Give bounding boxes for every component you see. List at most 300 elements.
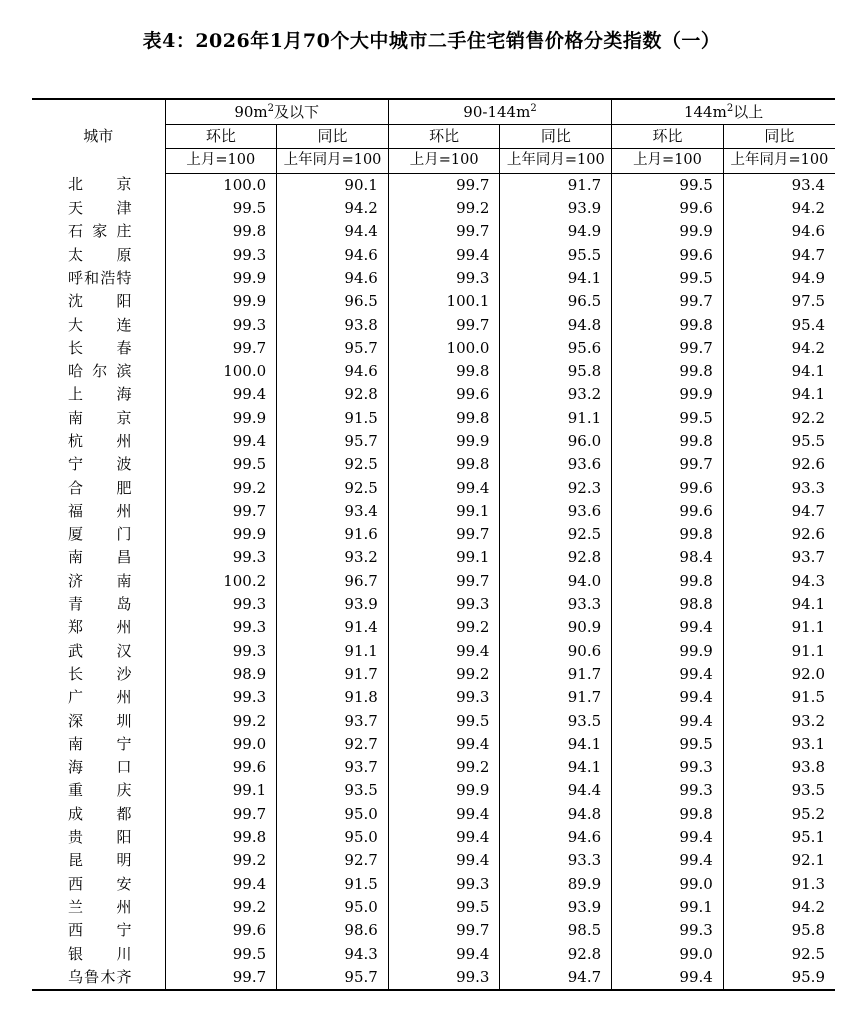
yoy-header: 同比: [277, 125, 389, 149]
index-value: 93.2: [723, 709, 835, 732]
mom-header: 环比: [388, 125, 500, 149]
index-value: 99.7: [612, 453, 724, 476]
index-value: 91.7: [500, 173, 612, 197]
index-value: 94.3: [277, 942, 389, 965]
yoy-base-header: 上年同月=100: [277, 149, 389, 173]
index-value: 99.9: [612, 383, 724, 406]
index-value: 99.9: [165, 523, 277, 546]
index-value: 99.9: [612, 220, 724, 243]
index-value: 99.2: [388, 756, 500, 779]
index-value: 100.0: [388, 337, 500, 360]
table-row: [32, 453, 835, 476]
index-value: 90.9: [500, 616, 612, 639]
index-value: 99.2: [165, 896, 277, 919]
index-value: 92.5: [277, 476, 389, 499]
index-value: 99.4: [388, 942, 500, 965]
city-name: 南京: [68, 408, 132, 427]
index-value: 93.3: [500, 593, 612, 616]
index-value: 94.6: [723, 220, 835, 243]
mom-base-header: 上月=100: [388, 149, 500, 173]
index-value: 99.4: [388, 733, 500, 756]
index-value: 92.5: [723, 942, 835, 965]
table-row: [32, 733, 835, 756]
city-name: 广州: [68, 688, 132, 707]
index-value: 92.0: [723, 663, 835, 686]
index-value: 94.1: [500, 756, 612, 779]
index-value: 92.2: [723, 407, 835, 430]
index-value: 98.5: [500, 919, 612, 942]
index-value: 91.1: [277, 640, 389, 663]
index-value: 90.6: [500, 640, 612, 663]
index-value: 99.2: [388, 663, 500, 686]
table-row: [32, 896, 835, 919]
city-name: 石家庄: [68, 222, 132, 241]
index-value: 99.5: [165, 453, 277, 476]
index-value: 99.6: [612, 243, 724, 266]
table-row: [32, 430, 835, 453]
index-value: 91.1: [723, 616, 835, 639]
city-column-header: 城市: [32, 99, 165, 173]
index-value: 99.4: [165, 873, 277, 896]
index-value: 99.4: [388, 803, 500, 826]
index-value: 100.1: [388, 290, 500, 313]
index-value: 100.0: [165, 360, 277, 383]
index-value: 99.3: [165, 593, 277, 616]
table-row: [32, 173, 835, 197]
index-value: 99.1: [165, 779, 277, 802]
table-row: [32, 546, 835, 569]
city-name: 海口: [68, 758, 132, 777]
table-row: [32, 709, 835, 732]
index-value: 99.4: [612, 616, 724, 639]
index-value: 93.3: [500, 849, 612, 872]
index-value: 95.7: [277, 430, 389, 453]
index-value: 92.8: [277, 383, 389, 406]
table-row: [32, 663, 835, 686]
table-row: [32, 220, 835, 243]
index-value: 92.3: [500, 476, 612, 499]
index-value: 95.0: [277, 826, 389, 849]
index-value: 100.2: [165, 570, 277, 593]
index-value: 95.8: [500, 360, 612, 383]
city-name: 大连: [68, 315, 132, 334]
index-value: 94.6: [277, 360, 389, 383]
index-value: 99.6: [388, 383, 500, 406]
city-name: 天津: [68, 199, 132, 218]
index-value: 93.9: [500, 896, 612, 919]
index-value: 99.9: [165, 267, 277, 290]
index-value: 93.7: [277, 709, 389, 732]
index-value: 99.4: [388, 476, 500, 499]
index-value: 99.8: [612, 803, 724, 826]
index-value: 94.6: [277, 243, 389, 266]
index-value: 94.4: [277, 220, 389, 243]
mom-base-header: 上月=100: [165, 149, 277, 173]
index-value: 99.4: [388, 849, 500, 872]
index-value: 94.2: [723, 896, 835, 919]
yoy-base-header: 上年同月=100: [723, 149, 835, 173]
index-value: 93.8: [277, 313, 389, 336]
price-index-table: [32, 98, 835, 991]
index-value: 96.5: [277, 290, 389, 313]
table-row: [32, 476, 835, 499]
index-value: 91.8: [277, 686, 389, 709]
table-row: [32, 267, 835, 290]
index-value: 94.7: [500, 966, 612, 990]
index-value: 91.4: [277, 616, 389, 639]
index-value: 99.1: [612, 896, 724, 919]
table-row: [32, 616, 835, 639]
index-value: 99.3: [612, 919, 724, 942]
index-value: 99.9: [388, 779, 500, 802]
index-value: 99.4: [388, 243, 500, 266]
index-value: 92.6: [723, 523, 835, 546]
city-name: 合肥: [68, 478, 132, 497]
index-value: 93.5: [500, 709, 612, 732]
index-value: 99.3: [388, 873, 500, 896]
table-row: [32, 337, 835, 360]
table-row: [32, 500, 835, 523]
index-value: 99.7: [388, 570, 500, 593]
index-value: 89.9: [500, 873, 612, 896]
city-name: 沈阳: [68, 292, 132, 311]
table-header: [32, 99, 835, 173]
index-value: 93.9: [277, 593, 389, 616]
index-value: 91.5: [277, 873, 389, 896]
index-value: 99.0: [612, 942, 724, 965]
index-value: 93.4: [723, 173, 835, 197]
index-value: 99.4: [388, 640, 500, 663]
index-value: 99.4: [165, 383, 277, 406]
city-name: 厦门: [68, 525, 132, 544]
city-name: 昆明: [68, 851, 132, 870]
index-value: 99.6: [165, 756, 277, 779]
table-row: [32, 826, 835, 849]
index-value: 94.7: [723, 500, 835, 523]
index-value: 99.2: [388, 197, 500, 220]
index-value: 99.3: [165, 313, 277, 336]
index-value: 99.4: [612, 709, 724, 732]
index-value: 91.6: [277, 523, 389, 546]
city-name: 重庆: [68, 781, 132, 800]
index-value: 99.4: [388, 826, 500, 849]
index-value: 99.7: [388, 919, 500, 942]
index-value: 91.1: [723, 640, 835, 663]
index-value: 99.7: [388, 523, 500, 546]
index-value: 99.5: [612, 733, 724, 756]
index-value: 91.7: [277, 663, 389, 686]
city-name: 哈尔滨: [68, 362, 132, 381]
index-value: 100.0: [165, 173, 277, 197]
index-value: 99.5: [165, 197, 277, 220]
index-value: 94.9: [500, 220, 612, 243]
table-row: [32, 593, 835, 616]
index-value: 99.3: [388, 267, 500, 290]
table-row: [32, 360, 835, 383]
city-name: 太原: [68, 245, 132, 264]
index-value: 98.6: [277, 919, 389, 942]
index-value: 94.8: [500, 313, 612, 336]
index-value: 94.1: [723, 593, 835, 616]
index-value: 99.7: [612, 337, 724, 360]
city-name: 济南: [68, 571, 132, 590]
index-value: 95.7: [277, 337, 389, 360]
table-row: [32, 640, 835, 663]
table-row: [32, 966, 835, 990]
city-name: 兰州: [68, 897, 132, 916]
index-value: 99.8: [388, 453, 500, 476]
index-value: 90.1: [277, 173, 389, 197]
index-value: 94.1: [500, 267, 612, 290]
index-value: 99.4: [165, 430, 277, 453]
city-name: 南宁: [68, 734, 132, 753]
index-value: 98.4: [612, 546, 724, 569]
index-value: 99.3: [388, 593, 500, 616]
index-value: 99.8: [388, 360, 500, 383]
index-value: 99.7: [165, 966, 277, 990]
index-value: 95.5: [723, 430, 835, 453]
city-name: 武汉: [68, 641, 132, 660]
index-value: 99.8: [388, 407, 500, 430]
index-value: 99.3: [165, 546, 277, 569]
table-row: [32, 942, 835, 965]
index-value: 99.7: [165, 803, 277, 826]
index-value: 95.7: [277, 966, 389, 990]
index-value: 99.5: [612, 267, 724, 290]
index-value: 99.8: [612, 570, 724, 593]
index-value: 92.5: [277, 453, 389, 476]
index-value: 95.9: [723, 966, 835, 990]
index-value: 95.1: [723, 826, 835, 849]
index-value: 94.6: [500, 826, 612, 849]
index-value: 99.7: [612, 290, 724, 313]
index-value: 97.5: [723, 290, 835, 313]
index-value: 94.1: [723, 360, 835, 383]
index-value: 92.7: [277, 849, 389, 872]
table-row: [32, 313, 835, 336]
index-value: 93.5: [277, 779, 389, 802]
index-value: 95.4: [723, 313, 835, 336]
index-value: 99.4: [612, 966, 724, 990]
yoy-header: 同比: [500, 125, 612, 149]
group-header-medium: $90-144m^2$: [388, 99, 611, 125]
index-value: 95.6: [500, 337, 612, 360]
city-name: 福州: [68, 501, 132, 520]
index-value: 93.4: [277, 500, 389, 523]
table-row: [32, 779, 835, 802]
table-row: [32, 570, 835, 593]
index-value: 99.5: [612, 173, 724, 197]
city-name: 贵阳: [68, 828, 132, 847]
index-value: 99.8: [612, 523, 724, 546]
table-row: [32, 919, 835, 942]
index-value: 99.8: [612, 430, 724, 453]
index-value: 99.5: [388, 709, 500, 732]
index-value: 99.3: [165, 616, 277, 639]
index-value: 93.3: [723, 476, 835, 499]
city-name: 呼和浩特: [68, 268, 132, 287]
index-value: 99.3: [388, 686, 500, 709]
index-value: 91.1: [500, 407, 612, 430]
index-value: 91.7: [500, 686, 612, 709]
city-name: 长春: [68, 338, 132, 357]
yoy-base-header: 上年同月=100: [500, 149, 612, 173]
index-value: 99.7: [388, 173, 500, 197]
table-row: [32, 197, 835, 220]
table-row: [32, 383, 835, 406]
city-name: 西安: [68, 874, 132, 893]
city-name: 成都: [68, 804, 132, 823]
index-value: 96.7: [277, 570, 389, 593]
index-value: 96.0: [500, 430, 612, 453]
index-value: 99.8: [165, 220, 277, 243]
index-value: 94.1: [723, 383, 835, 406]
index-value: 99.1: [388, 500, 500, 523]
index-value: 91.3: [723, 873, 835, 896]
yoy-header: 同比: [723, 125, 835, 149]
index-value: 92.1: [723, 849, 835, 872]
index-value: 93.5: [723, 779, 835, 802]
index-value: 93.1: [723, 733, 835, 756]
table-row: [32, 756, 835, 779]
group-header-large: $144m^2$以上: [612, 99, 835, 125]
city-name: 上海: [68, 385, 132, 404]
index-value: 99.4: [612, 826, 724, 849]
index-value: 94.2: [723, 337, 835, 360]
index-value: 94.3: [723, 570, 835, 593]
index-value: 99.3: [165, 243, 277, 266]
index-value: 98.8: [612, 593, 724, 616]
index-value: 99.2: [165, 709, 277, 732]
page-title: 表4：2026年1月70个大中城市二手住宅销售价格分类指数（一）: [142, 30, 721, 52]
index-value: 95.5: [500, 243, 612, 266]
city-name: 长沙: [68, 664, 132, 683]
index-value: 94.8: [500, 803, 612, 826]
index-value: 99.6: [612, 476, 724, 499]
table-row: [32, 849, 835, 872]
index-value: 99.3: [612, 756, 724, 779]
table-row: [32, 686, 835, 709]
table-row: [32, 290, 835, 313]
index-value: 94.2: [277, 197, 389, 220]
index-value: 99.7: [165, 500, 277, 523]
index-value: 99.5: [165, 942, 277, 965]
table-row: [32, 523, 835, 546]
city-name: 青岛: [68, 595, 132, 614]
index-value: 95.0: [277, 896, 389, 919]
index-value: 95.2: [723, 803, 835, 826]
index-value: 99.9: [165, 290, 277, 313]
index-value: 99.3: [388, 966, 500, 990]
mom-header: 环比: [612, 125, 724, 149]
index-value: 98.9: [165, 663, 277, 686]
city-name: 郑州: [68, 618, 132, 637]
city-name: 杭州: [68, 432, 132, 450]
index-value: 99.5: [388, 896, 500, 919]
index-value: 92.8: [500, 546, 612, 569]
index-value: 99.1: [388, 546, 500, 569]
index-value: 91.5: [277, 407, 389, 430]
index-value: 94.7: [723, 243, 835, 266]
index-value: 94.2: [723, 197, 835, 220]
index-value: 99.8: [612, 313, 724, 336]
index-value: 94.6: [277, 267, 389, 290]
city-name: 乌鲁木齐: [32, 966, 165, 990]
index-value: 94.4: [500, 779, 612, 802]
index-value: 99.7: [388, 313, 500, 336]
index-value: 99.4: [612, 849, 724, 872]
city-name: 西宁: [68, 921, 132, 940]
index-value: 93.7: [277, 756, 389, 779]
city-name: 南昌: [68, 548, 132, 567]
city-name: 北京: [68, 175, 132, 194]
index-value: 95.8: [723, 919, 835, 942]
index-value: 94.0: [500, 570, 612, 593]
table-row: [32, 873, 835, 896]
index-value: 93.6: [500, 500, 612, 523]
index-value: 99.3: [612, 779, 724, 802]
index-value: 94.9: [723, 267, 835, 290]
index-value: 92.5: [500, 523, 612, 546]
index-value: 94.1: [500, 733, 612, 756]
index-value: 99.6: [612, 197, 724, 220]
index-value: 99.0: [165, 733, 277, 756]
index-value: 99.6: [165, 919, 277, 942]
city-name: 银川: [68, 944, 132, 963]
index-value: 92.7: [277, 733, 389, 756]
table-row: [32, 243, 835, 266]
index-value: 99.3: [165, 640, 277, 663]
city-name: 深圳: [68, 711, 132, 730]
table-row: [32, 803, 835, 826]
index-value: 99.4: [612, 663, 724, 686]
index-value: 99.5: [612, 407, 724, 430]
index-value: 99.8: [165, 826, 277, 849]
index-value: 99.6: [612, 500, 724, 523]
index-value: 91.5: [723, 686, 835, 709]
index-value: 91.7: [500, 663, 612, 686]
index-value: 95.0: [277, 803, 389, 826]
index-value: 99.2: [165, 849, 277, 872]
index-value: 92.8: [500, 942, 612, 965]
city-name: 宁波: [68, 455, 132, 474]
group-header-small: $90m^2$及以下: [165, 99, 388, 125]
index-value: 93.6: [500, 453, 612, 476]
index-value: 93.8: [723, 756, 835, 779]
index-value: 99.8: [612, 360, 724, 383]
mom-header: 环比: [165, 125, 277, 149]
index-value: 99.0: [612, 873, 724, 896]
index-value: 99.2: [388, 616, 500, 639]
index-value: 99.2: [165, 476, 277, 499]
index-value: 99.9: [612, 640, 724, 663]
index-value: 93.2: [500, 383, 612, 406]
index-value: 96.5: [500, 290, 612, 313]
index-value: 93.9: [500, 197, 612, 220]
index-value: 99.7: [165, 337, 277, 360]
index-value: 99.7: [388, 220, 500, 243]
table-body: [32, 173, 835, 990]
index-value: 93.7: [723, 546, 835, 569]
index-value: 99.9: [165, 407, 277, 430]
index-value: 99.3: [165, 686, 277, 709]
index-value: 93.2: [277, 546, 389, 569]
table-row: [32, 407, 835, 430]
index-value: 92.6: [723, 453, 835, 476]
index-value: 99.4: [612, 686, 724, 709]
index-value: 99.9: [388, 430, 500, 453]
mom-base-header: 上月=100: [612, 149, 724, 173]
